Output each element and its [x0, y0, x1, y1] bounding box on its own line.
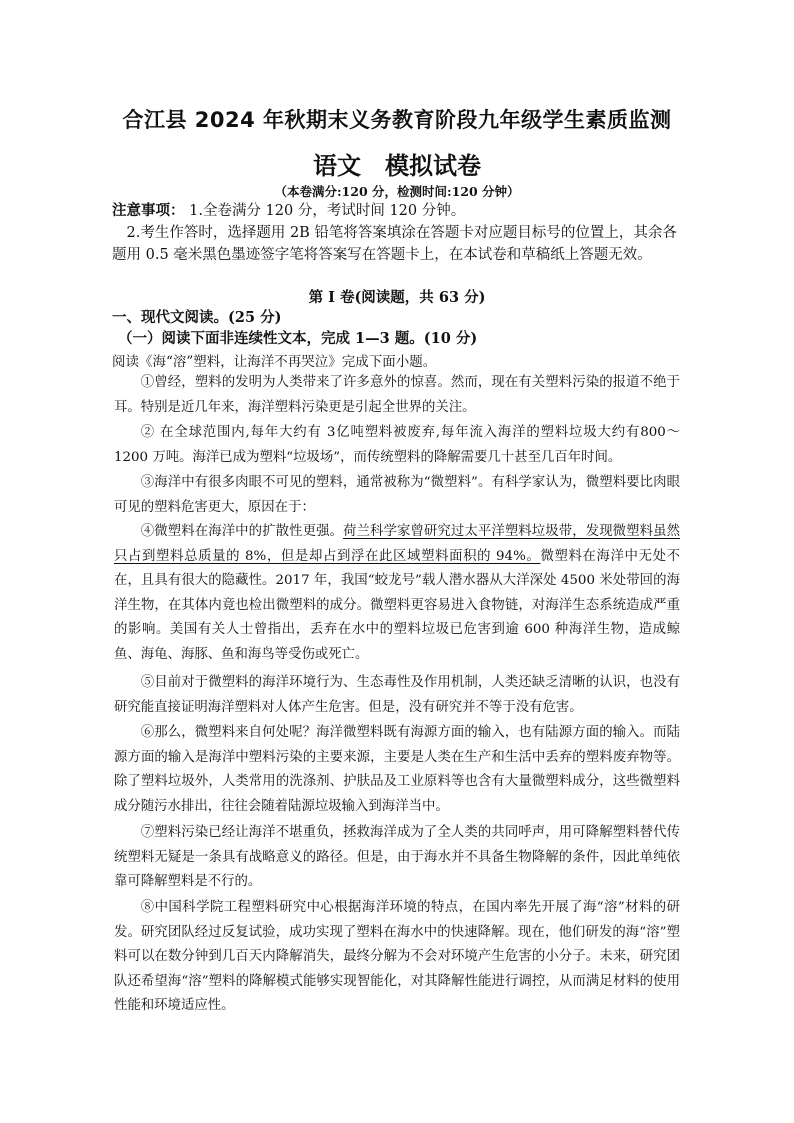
- paragraph-4-underlined: 荷兰科学家曾研究过太平洋塑料垃圾带，发现微塑料虽然只占到塑料总质量的 8%，但是却占到浮在此区域塑料面积的 94%。: [114, 524, 680, 564]
- paragraph-4-lead: ④微塑料在海洋中的扩散性更强。: [140, 524, 344, 539]
- paragraph-4: [114, 520, 680, 668]
- exam-subtitle: 语文 模拟试卷: [313, 152, 481, 180]
- part1-subheading: （一）阅读下面非连续性文本，完成 1—3 题。(10 分): [118, 330, 478, 347]
- paragraph-2: ② 在全球范围内,每年大约有 3亿吨塑料被废弃,每年流入海洋的塑料垃圾大约有800～1200 万吨。海洋已成为塑料“垃圾场”，而传统塑料的降解需要几十甚至几百年时间。: [114, 425, 680, 465]
- paragraph-4-rest: 微塑料在海洋中无处不在，且具有很大的隐藏性。2017 年，我国“蛟龙号”载人潜水器从大洋深处 4500 米处带回的海洋生物，在其体内竟也检出微塑料的成分。微塑料更容易进入食物链，对海洋生态系统造成严重的影响。美国有关人士曾指出，丢弃在水中的塑料垃圾已危害到逾 600 种海洋生物，造成鲸鱼、海龟、海豚、鱼和海鸟等受伤或死亡。: [114, 548, 680, 662]
- notice-item-2: 2.考生作答时，选择题用 2B 铅笔将答案填涂在答题卡对应题目标号的位置上，其余各题用 0.5 毫米黑色墨迹签字笔将答案写在答题卡上，在本试卷和草稿纸上答题无效。: [112, 225, 677, 263]
- paragraph-3: ③海洋中有很多肉眼不可见的塑料，通常被称为“微塑料”。有科学家认为，微塑料要比肉眼可见的塑料危害更大，原因在于：: [114, 475, 680, 515]
- exam-title: 合江县 2024 年秋期末义务教育阶段九年级学生素质监测: [122, 108, 672, 132]
- section-title: 第 I 卷(阅读题，共 63 分): [308, 289, 486, 306]
- part1-heading: 一、现代文阅读。(25 分): [112, 309, 282, 326]
- paragraph-6: ⑥那么，微塑料来自何处呢？海洋微塑料既有海源方面的输入，也有陆源方面的输入。而陆源方面的输入是海洋中塑料污染的主要来源，主要是人类在生产和生活中丢弃的塑料废弃物等。除了塑料垃圾外，人类常用的洗涤剂、护肤品及工业原料等也含有大量微塑料成分，这些微塑料成分随污水排出，往往会随着陆源垃圾输入到海洋当中。: [114, 725, 680, 814]
- paragraph-8: ⑧中国科学院工程塑料研究中心根据海洋环境的特点，在国内率先开展了海“溶”材料的研发。研究团队经过反复试验，成功实现了塑料在海水中的快速降解。现在，他们研发的海“溶”塑料可以在数分钟到几百天内降解消失，最终分解为不会对环境产生危害的小分子。未来，研究团队还希望海“溶”塑料的降解模式能够实现智能化，对其降解性能进行调控，从而满足材料的使用性能和环境适应性。: [114, 900, 680, 1014]
- reading-lead: 阅读《海“溶”塑料，让海洋不再哭泣》完成下面小题。: [112, 354, 437, 370]
- exam-info: （本卷满分:120 分，检测时间:120 分钟）: [274, 184, 520, 199]
- paragraph-7: ⑦塑料污染已经让海洋不堪重负，拯救海洋成为了全人类的共同呼声，用可降解塑料替代传统塑料无疑是一条具有战略意义的路径。但是，由于海水并不具备生物降解的条件，因此单纯依靠可降解塑料是不行的。: [114, 825, 680, 890]
- notice-line-1: [112, 200, 672, 222]
- paragraph-1: ①曾经，塑料的发明为人类带来了许多意外的惊喜。然而，现在有关塑料污染的报道不绝于耳。特别是近几年来，海洋塑料污染更是引起全世界的关注。: [114, 375, 680, 415]
- notice-label: 注意事项：: [112, 202, 185, 219]
- notice-item-1: 1.全卷满分 120 分，考试时间 120 分钟。: [189, 203, 466, 219]
- paragraph-5: ⑤目前对于微塑料的海洋环境行为、生态毒性及作用机制，人类还缺乏清晰的认识，也没有研究能直接证明海洋塑料对人体产生危害。但是，没有研究并不等于没有危害。: [114, 675, 680, 715]
